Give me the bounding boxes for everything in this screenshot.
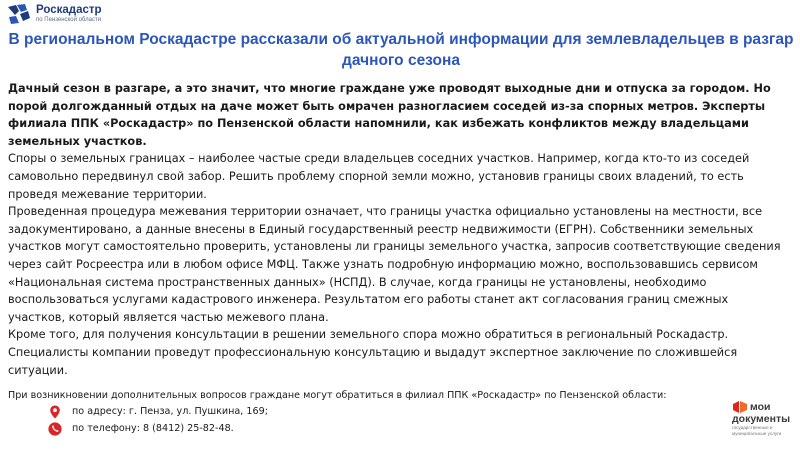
location-pin-icon [48, 405, 62, 419]
logo-subtitle: по Пензенской области [36, 17, 102, 24]
mfc-logo [732, 400, 794, 446]
logo-text [36, 5, 102, 24]
mfc-word-1: мои [750, 401, 771, 413]
logo-name: Роскадастр [36, 3, 102, 16]
article-paragraph: Споры о земельных границах – наиболее частые среди владельцев соседних участков. Например, когда кто-то из соседей самовольно передвинул свой забор. Решить проблему спорной земли можно, установив границы своих владений, то есть проведя межевание территории. [8, 152, 750, 201]
phone-icon [48, 422, 62, 436]
article-lead: Дачный сезон в разгаре, а это значит, что многие граждане уже проводят выходные дни и отпуска за городом. Но порой долгожданный отдых на даче может быть омрачен разногласием соседей из-за спорных метров. Эксперты филиала ППК «Роскадастр» по Пензенской области напомнили, как избежать конфликтов между владельцами земельных участков. [8, 82, 771, 148]
mfc-subtitle: государственные и муниципальные услуги [732, 425, 782, 436]
contact-address: по адресу: г. Пенза, ул. Пушкина, 169; [72, 406, 268, 417]
mfc-emblem-icon [732, 400, 748, 414]
contact-phone: по телефону: 8 (8412) 25-82-48. [72, 423, 234, 434]
contacts-intro: При возникновении дополнительных вопросов граждане могут обратиться в филиал ППК «Роскадастр» по Пензенской области: [8, 390, 667, 401]
page-title: В региональном Роскадастре рассказали об актуальной информации для землевладельцев в разгар дачного сезона [8, 31, 794, 69]
article-paragraph: Кроме того, для получения консультации в решении земельного спора можно обратиться в региональный Роскадастр. Специалисты компании проведут профессиональную консультацию и выдадут экспертное заключение по сложившейся ситуации. [8, 328, 738, 377]
mfc-word-2: документы [732, 413, 791, 425]
contact-phone-row [48, 421, 234, 436]
rosreestr-logo [6, 3, 176, 25]
emblem-icon [6, 3, 32, 25]
article-body [8, 80, 784, 379]
article-paragraph: Проведенная процедура межевания территории означает, что границы участка официально установлены на местности, все задокументировано, а данные внесены в Единый государственный реестр недвижимости (ЕГРН). Собственники земельных участков могут самостоятельно проверить, установлены ли границы земельного участка, запросив соответствующие сведения через сайт Росреестра или в любом офисе МФЦ. Также узнать подробную информацию можно, воспользовавшись сервисом «Национальная система пространственных данных» (НСПД). В случае, когда границы не установлены, необходимо воспользоваться услугами кадастрового инженера. Результатом его работы станет акт согласования границ смежных участков, который является частью межевого плана. [8, 205, 781, 324]
contact-address-row [48, 404, 268, 419]
